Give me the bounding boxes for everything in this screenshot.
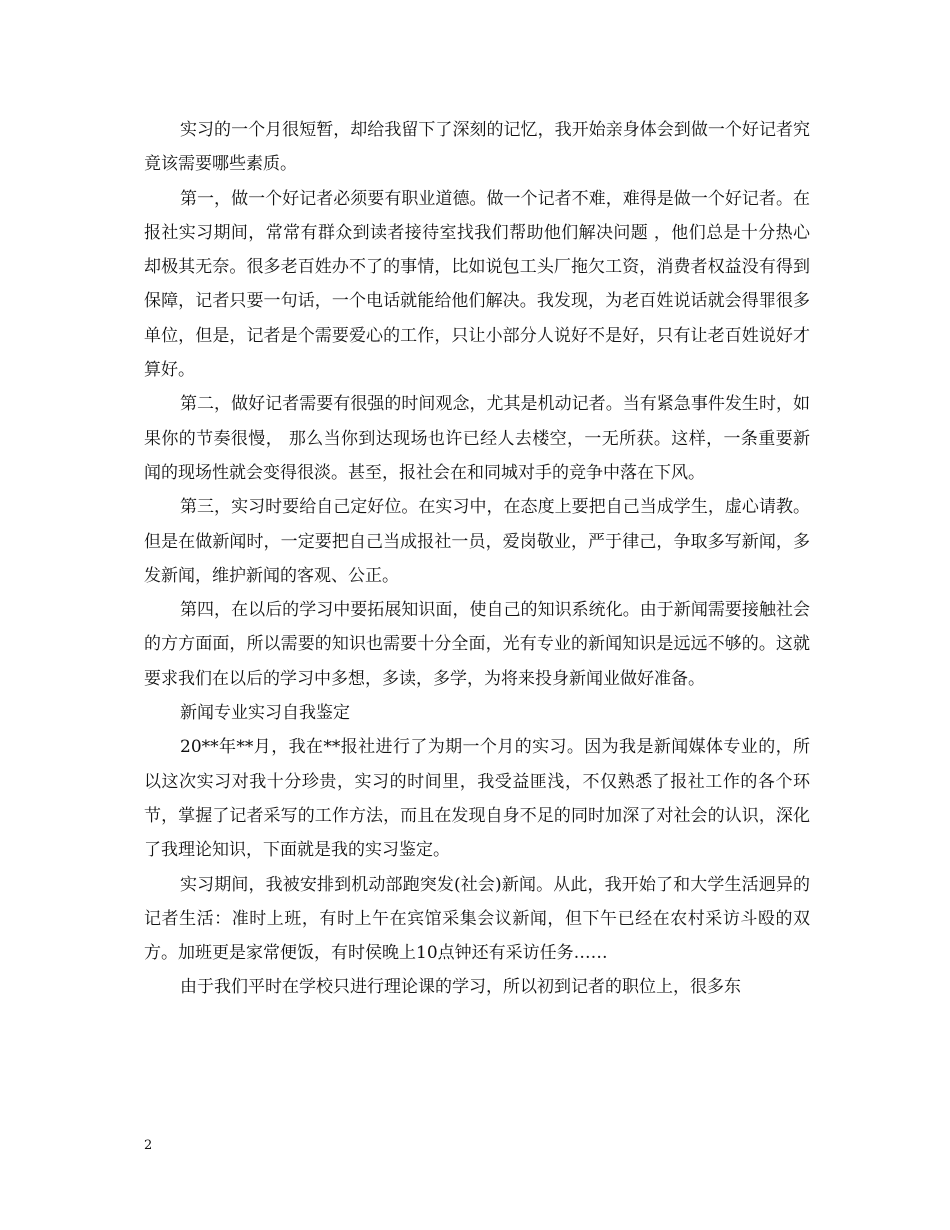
paragraph-point-three: 第三，实习时要给自己定好位。在实习中，在态度上要把自己当成学生，虚心请教。但是在做新闻时，一定要把自己当成报社一员，爱岗敬业，严于律己，争取多写新闻，多发新闻，维护新闻的客观、公正。 [144, 497, 810, 586]
paragraph-intro: 实习的一个月很短暂，却给我留下了深刻的记忆，我开始亲身体会到做一个好记者究竟该需要哪些素质。 [144, 120, 810, 175]
paragraph-continued: 由于我们平时在学校只进行理论课的学习，所以初到记者的职位上，很多东 [180, 977, 741, 998]
paragraph-internship-period: 实习期间，我被安排到机动部跑突发(社会)新闻。从此，我开始了和大学生活迥异的记者生活：准时上班，有时上午在宾馆采集会议新闻，但下午已经在农村采访斗殴的双方。加班更是家常便饭，有时侯晚上10点钟还有采访任务…… [144, 874, 810, 964]
section-heading: 新闻专业实习自我鉴定 [180, 703, 350, 724]
paragraph-point-two: 第二，做好记者需要有很强的时间观念，尤其是机动记者。当有紧急事件发生时，如果你的节奏很慢， 那么当你到达现场也许已经人去楼空，一无所获。这样，一条重要新闻的现场性就会变得很淡。甚至，报社会在和同城对手的竞争中落在下风。 [144, 394, 810, 483]
paragraph-point-four: 第四，在以后的学习中要拓展知识面，使自己的知识系统化。由于新闻需要接触社会的方方面面，所以需要的知识也需要十分全面，光有专业的新闻知识是远远不够的。这就要求我们在以后的学习中多想，多读，多学，为将来投身新闻业做好准备。 [144, 600, 810, 689]
paragraph-appraisal-intro: 20**年**月，我在**报社进行了为期一个月的实习。因为我是新闻媒体专业的，所以这次实习对我十分珍贵，实习的时间里，我受益匪浅，不仅熟悉了报社工作的各个环节，掌握了记者采写的工作方法，而且在发现自身不足的同时加深了对社会的认识，深化了我理论知识，下面就是我的实习鉴定。 [144, 737, 810, 861]
page-number: 2 [144, 1138, 153, 1153]
paragraph-point-one: 第一，做一个好记者必须要有职业道德。做一个记者不难，难得是做一个好记者。在报社实习期间，常常有群众到读者接待室找我们帮助他们解决问题 ，他们总是十分热心却极其无奈。很多老百姓办不了的事情，比如说包工头厂拖欠工资，消费者权益没有得到保障，记者只要一句话，一个电话就能给他们解决。我发现，为老百姓说话就会得罪很多单位，但是，记者是个需要爱心的工作，只让小部分人说好不是好，只有让老百姓说好才算好。 [144, 188, 810, 381]
document-body [144, 113, 810, 1005]
